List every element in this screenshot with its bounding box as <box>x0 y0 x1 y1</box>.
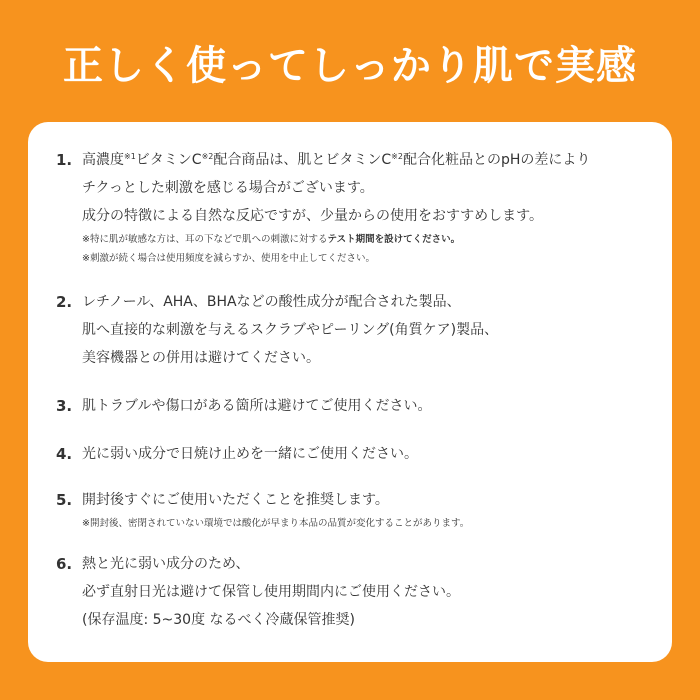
item-number: 1. <box>56 151 73 169</box>
item-body <box>82 146 656 268</box>
page-headline: 正しく使ってしっかり肌で実感 <box>63 43 637 89</box>
item-number: 3. <box>56 397 73 415</box>
item-body <box>82 392 656 420</box>
footnote-mark: ※2 <box>201 152 214 161</box>
item-number: 6. <box>56 555 73 573</box>
item-line <box>82 146 656 174</box>
item-note <box>82 230 656 249</box>
item-line: 必ず直射日光は避けて保管し使用期間内にご使用ください。 <box>82 584 460 600</box>
text-span: ※特に肌が敏感な方は、耳の下などで肌への刺激に対する <box>82 234 328 245</box>
item-line: レチノール、AHA、BHAなどの酸性成分が配合された製品、 <box>82 294 461 310</box>
text-span: 配合商品は、肌とビタミンC <box>213 152 392 168</box>
item-line: 開封後すぐにご使用いただくことを推奨します。 <box>82 492 389 508</box>
item-number: 4. <box>56 445 73 463</box>
text-span: 高濃度 <box>82 152 124 168</box>
item-line: 光に弱い成分で日焼け止めを一緒にご使用ください。 <box>82 446 418 462</box>
precautions-card <box>28 122 672 662</box>
item-line: 肌へ直接的な刺激を与えるスクラブやピーリング(角質ケア)製品、 <box>82 322 499 338</box>
item-line: 熱と光に弱い成分のため、 <box>82 556 250 572</box>
item-body <box>82 486 656 533</box>
item-line: 肌トラブルや傷口がある箇所は避けてご使用ください。 <box>82 398 432 414</box>
footnote-mark: ※2 <box>391 152 403 161</box>
item-line: チクっとした刺激を感じる場合がございます。 <box>82 180 374 196</box>
text-span: 配合化粧品とのpHの差により <box>402 152 591 168</box>
item-line: 美容機器との併用は避けてください。 <box>82 350 320 366</box>
item-body <box>82 550 656 634</box>
item-body <box>82 288 656 372</box>
item-line: 成分の特徴による自然な反応ですが、少量からの使用をおすすめします。 <box>82 208 544 224</box>
text-span: ビタミンC <box>135 152 202 168</box>
footnote-mark: ※1 <box>124 152 136 161</box>
item-number: 5. <box>56 491 73 509</box>
item-body <box>82 440 656 468</box>
item-line: (保存温度: 5~30度 なるべく冷蔵保管推奨) <box>82 612 355 628</box>
note-emphasis: テスト期間を設けてください。 <box>327 234 461 245</box>
item-note: ※開封後、密閉されていない環境では酸化が早まり本品の品質が変化することがあります。 <box>82 518 470 529</box>
item-note: ※刺激が続く場合は使用頻度を減らすか、使用を中止してください。 <box>82 253 375 264</box>
item-number: 2. <box>56 293 73 311</box>
